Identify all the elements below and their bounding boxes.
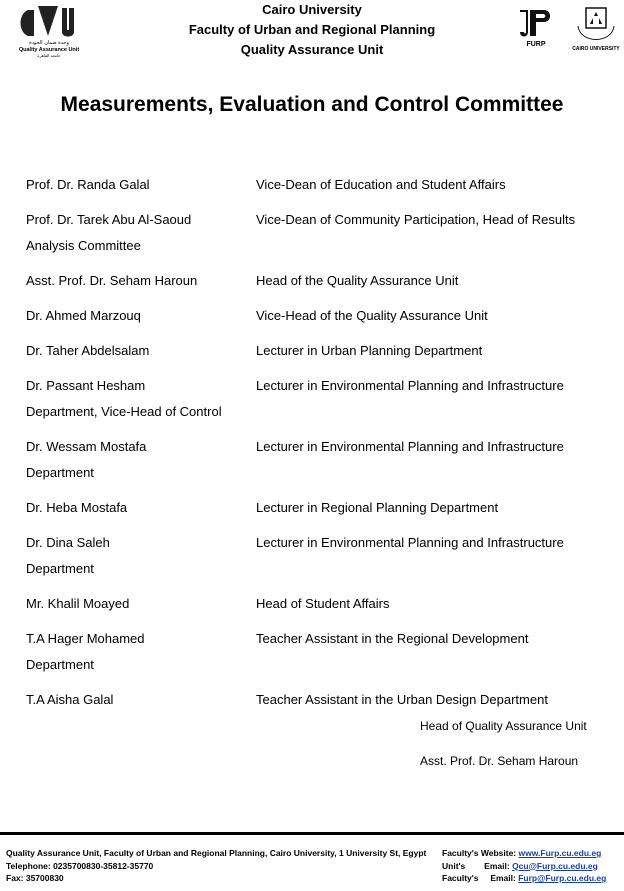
committee-member-list: [26, 172, 616, 713]
page-header: [0, 0, 624, 60]
member-name: Dr. Passant Hesham: [26, 378, 146, 393]
member-name: Prof. Dr. Randa Galal: [26, 177, 150, 192]
member-row: [26, 495, 616, 530]
cu-logo-caption: CAIRO UNIVERSITY: [572, 46, 620, 52]
footer-divider: [0, 832, 624, 835]
member-name: Department: [26, 657, 94, 672]
unit-email-link[interactable]: Qcu@Furp.cu.edu.eg: [512, 860, 598, 871]
cairo-university-logo: [572, 4, 620, 54]
member-row: [26, 268, 616, 303]
member-role: Vice-Head of the Quality Assurance Unit: [256, 308, 488, 323]
member-name: Mr. Khalil Moayed: [26, 596, 130, 611]
member-name: Asst. Prof. Dr. Seham Haroun: [26, 273, 198, 288]
university-name: Cairo University: [262, 2, 362, 17]
member-name: T.A Aisha Galal: [26, 692, 114, 707]
website-link[interactable]: www.Furp.cu.edu.eg: [518, 848, 602, 858]
member-name: Dr. Dina Saleh: [26, 535, 110, 550]
member-row: [26, 652, 616, 687]
member-name: Department: [26, 561, 94, 576]
faculty-email-label: Faculty's Email:: [442, 873, 516, 883]
signature-name: Asst. Prof. Dr. Seham Haroun: [420, 754, 579, 768]
svg-text:وحدة ضمان الجودة: وحدة ضمان الجودة: [29, 40, 69, 46]
signature-title: Head of Quality Assurance Unit: [420, 719, 587, 733]
member-name: Dr. Taher Abdelsalam: [26, 343, 150, 358]
faculty-email-link[interactable]: Furp@Furp.cu.edu.eg: [518, 873, 607, 883]
member-name: Dr. Wessam Mostafa: [26, 439, 147, 454]
member-role: Teacher Assistant in the Regional Development: [256, 631, 529, 646]
footer-fax: Fax: 35700830: [6, 873, 64, 883]
unit-email-label: Unit's Email:: [442, 860, 510, 871]
member-row: [26, 399, 616, 434]
member-role: Head of the Quality Assurance Unit: [256, 273, 459, 288]
member-row: [26, 434, 616, 460]
member-row: [26, 338, 616, 373]
footer-telephone: Telephone: 0235700830-35812-35770: [6, 860, 154, 871]
member-name: Analysis Committee: [26, 238, 141, 253]
member-role: [256, 399, 612, 434]
svg-text:جامعة القاهرة: جامعة القاهرة: [37, 53, 61, 58]
member-name: Dr. Ahmed Marzouq: [26, 308, 141, 323]
furp-logo-caption: FURP: [526, 41, 546, 48]
member-row: [26, 373, 616, 399]
website-label: Faculty's Website:: [442, 848, 517, 858]
member-role: [256, 652, 612, 687]
member-role: Lecturer in Environmental Planning and Infrastructure: [256, 378, 564, 393]
member-name: T.A Hager Mohamed: [26, 631, 145, 646]
page-title: Measurements, Evaluation and Control Committee: [60, 93, 564, 116]
member-name: Department: [26, 465, 94, 480]
member-name: Department, Vice-Head of Control: [26, 404, 222, 419]
member-role: Lecturer in Environmental Planning and Infrastructure: [256, 439, 564, 454]
member-role: [256, 233, 612, 268]
furp-logo: [516, 6, 556, 48]
member-role: Lecturer in Environmental Planning and Infrastructure: [256, 535, 564, 550]
member-row: [26, 626, 616, 652]
member-role: Vice-Dean of Education and Student Affairs: [256, 177, 506, 192]
member-role: Teacher Assistant in the Urban Design Department: [256, 692, 548, 707]
member-name: Dr. Heba Mostafa: [26, 500, 128, 515]
member-role: Head of Student Affairs: [256, 596, 390, 611]
member-role: Lecturer in Regional Planning Department: [256, 500, 499, 515]
member-row: [26, 530, 616, 556]
faculty-name: Faculty of Urban and Regional Planning: [188, 22, 436, 37]
member-role: Lecturer in Urban Planning Department: [256, 343, 483, 358]
member-row: [26, 172, 616, 207]
member-role: [256, 556, 612, 591]
member-row: [26, 591, 616, 626]
unit-name: Quality Assurance Unit: [240, 42, 384, 57]
footer-address: Quality Assurance Unit, Faculty of Urban and Regional Planning, Cairo University, 1 University St, Egypt: [6, 848, 427, 858]
qa-logo-caption: Quality Assurance Unit: [18, 47, 80, 53]
member-row: [26, 303, 616, 338]
member-row: [26, 556, 616, 591]
member-role: [256, 460, 612, 495]
member-name: Prof. Dr. Tarek Abu Al-Saoud: [26, 212, 192, 227]
member-row: [26, 460, 616, 495]
member-row: [26, 233, 616, 268]
member-row: [26, 207, 616, 233]
member-row: [26, 687, 616, 713]
member-role: Vice-Dean of Community Participation, Head of Results: [256, 212, 576, 227]
